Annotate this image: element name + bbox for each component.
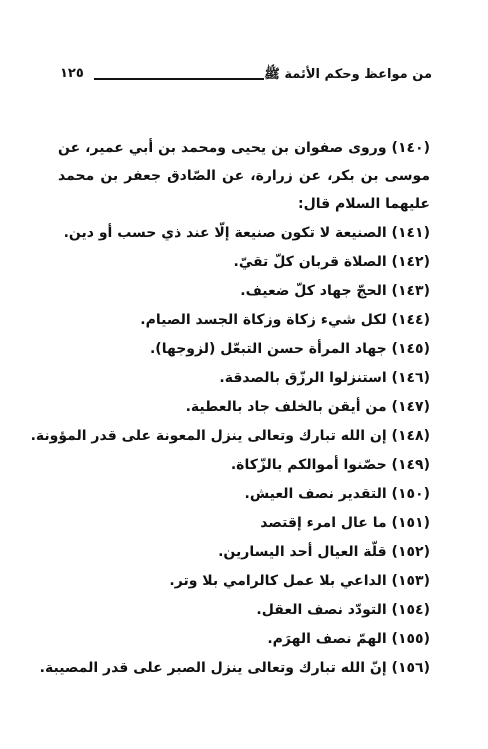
saying-number: (١٥٦): [391, 660, 430, 676]
header-rule: [94, 78, 264, 80]
saying-text: لكل شيء زكاة وزكاة الجسد الصيام.: [140, 312, 387, 328]
saying-number: (١٥٤): [391, 602, 430, 618]
saying-item: [58, 335, 430, 364]
saying-item: [58, 306, 430, 335]
page-header: [60, 60, 432, 90]
saying-text: الصنيعة لا تكون صنيعة إلّا عند ذي حسب أو دين.: [63, 225, 387, 241]
saying-number: (١٥١): [391, 515, 430, 531]
saying-text: الحجّ جهاد كلّ ضعيف.: [240, 283, 387, 299]
saying-text: جهاد المرأة حسن التبعّل (لزوجها).: [149, 341, 387, 357]
saying-text: إن الله تبارك وتعالى ينزل المعونة على قدر المؤونة.: [30, 428, 387, 444]
page-body: [30, 134, 430, 683]
saying-text: قلّة العيال أحد اليسارين.: [218, 544, 387, 560]
saying-text: الهمّ نصف الهرَم.: [267, 631, 387, 647]
saying-item: [30, 422, 430, 451]
saying-text: ما عال امرء إقتصد: [260, 515, 387, 531]
saying-text: التقدير نصف العيش.: [244, 486, 387, 502]
saying-number: (١٤٩): [391, 457, 430, 473]
saying-number: (١٤٦): [391, 370, 430, 386]
saying-list: [30, 219, 430, 683]
saying-text: حصّنوا أموالكم بالزّكاة.: [230, 457, 387, 473]
saying-item: [58, 596, 430, 625]
saying-item: [58, 364, 430, 393]
running-title: من مواعظ وحكم الأئمة ﷺ: [264, 67, 432, 82]
saying-number: (١٤٢): [391, 254, 430, 270]
saying-item: [58, 393, 430, 422]
intro-paragraph: (١٤٠) وروى صفوان بن يحيى ومحمد بن أبي عمير، عن موسى بن بكر، عن زرارة، عن الصّادق جعفر بن محمد عليهما السلام قال:: [58, 140, 430, 212]
saying-number: (١٤٧): [391, 399, 430, 415]
saying-text: إنّ الله تبارك وتعالى ينزل الصبر على قدر المصيبة.: [39, 660, 387, 676]
saying-number: (١٤٣): [391, 283, 430, 299]
saying-item: [58, 219, 430, 248]
saying-text: الصلاة قربان كلّ تقيّ.: [233, 254, 387, 270]
saying-number: (١٤١): [391, 225, 430, 241]
saying-item: [39, 654, 430, 683]
saying-number: (١٤٤): [391, 312, 430, 328]
saying-text: من أيقن بالخلف جاد بالعطية.: [185, 399, 387, 415]
saying-text: الداعي بلا عمل كالرامي بلا وتر.: [169, 573, 387, 589]
saying-item: [58, 567, 430, 596]
saying-text: استنزلوا الرزّق بالصدقة.: [219, 370, 387, 386]
saying-number: (١٥٠): [391, 486, 430, 502]
saying-number: (١٥٣): [391, 573, 430, 589]
saying-text: التودّد نصف العقل.: [256, 602, 387, 618]
saying-number: (١٤٥): [391, 341, 430, 357]
saying-item: [58, 480, 430, 509]
saying-number: (١٤٨): [391, 428, 430, 444]
saying-item: [58, 625, 430, 654]
saying-number: (١٥٥): [391, 631, 430, 647]
page-number: ١٢٥: [60, 66, 84, 81]
saying-item: [58, 538, 430, 567]
saying-item: [58, 277, 430, 306]
saying-item: [58, 509, 430, 538]
saying-number: (١٥٢): [391, 544, 430, 560]
saying-item: [58, 248, 430, 277]
saying-item: [58, 451, 430, 480]
